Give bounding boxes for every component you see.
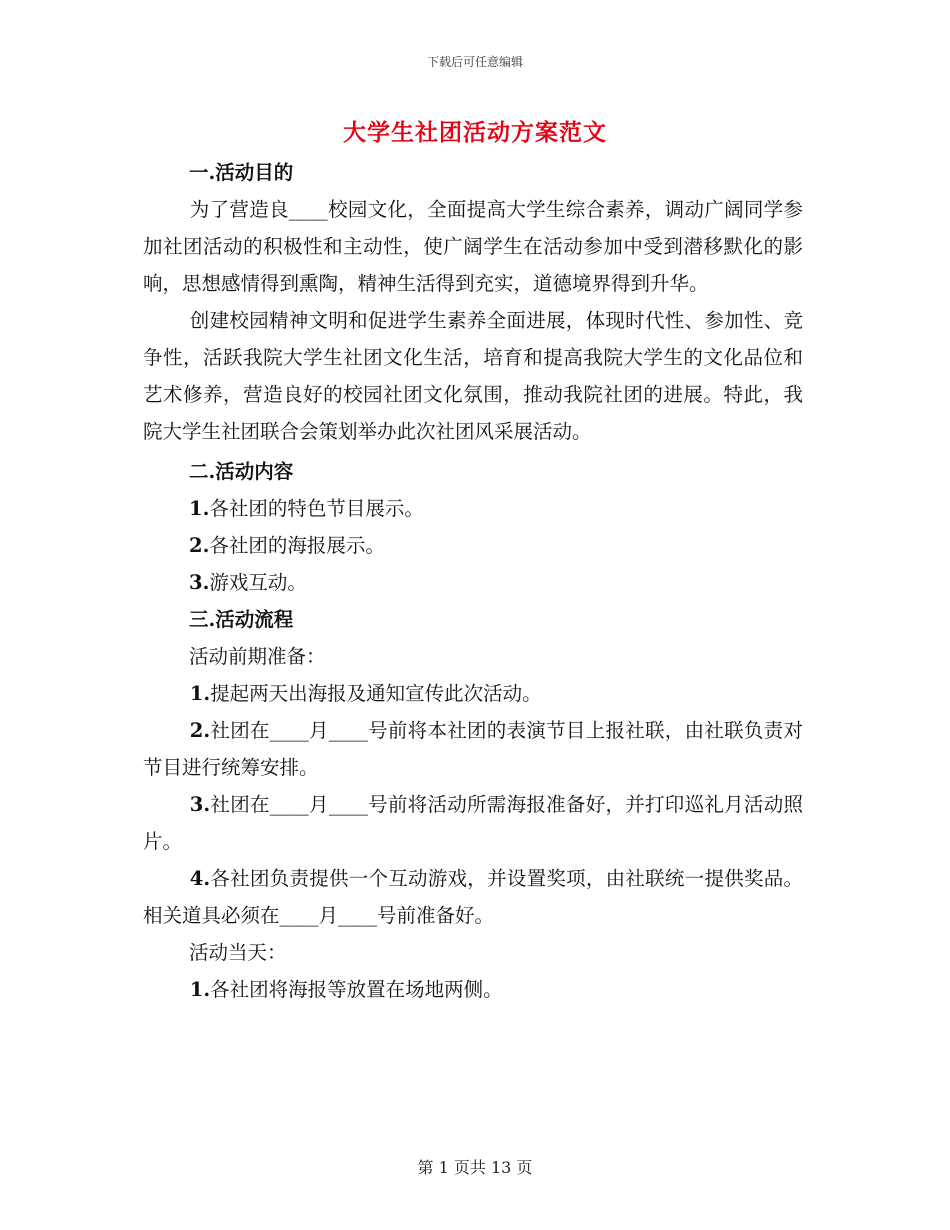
list-item-text: 提起两天出海报及通知宣传此次活动。: [210, 682, 542, 705]
list-item: [143, 675, 803, 712]
list-item: [143, 786, 803, 860]
list-item-number: 4.: [189, 867, 211, 890]
document-body: [143, 154, 803, 1008]
list-item-number: 2.: [189, 534, 210, 557]
list-item: [143, 712, 803, 786]
list-item: [143, 490, 803, 527]
list-item-number: 1.: [189, 497, 210, 520]
list-item-number: 1.: [189, 978, 211, 1001]
list-item-number: 2.: [189, 719, 211, 742]
list-item-number: 3.: [189, 793, 211, 816]
section-heading: 二.活动内容: [189, 460, 294, 483]
section-heading: 一.活动目的: [189, 161, 294, 184]
list-item-text: 各社团负责提供一个互动游戏，并设置奖项，由社联统一提供奖品。相关道具必须在____月____号前准备好。: [143, 867, 803, 927]
document-title: 大学生社团活动方案范文: [343, 119, 607, 146]
list-item: [143, 527, 803, 564]
page-indicator: 第 1 页共 13 页: [417, 1158, 533, 1177]
list-item-number: 1.: [189, 682, 211, 705]
paragraph: 创建校园精神文明和促进学生素养全面进展，体现时代性、参加性、竞争性，活跃我院大学生社团文化生活，培育和提高我院大学生的文化品位和艺术修养，营造良好的校园社团文化氛围，推动我院社团的进展。特此，我院大学生社团联合会策划举办此次社团风采展活动。: [143, 309, 803, 443]
list-item: [143, 564, 803, 601]
list-item-text: 游戏互动。: [209, 571, 307, 594]
list-item: [143, 971, 803, 1008]
list-item-number: 3.: [189, 571, 210, 594]
list-item-text: 社团在____月____号前将本社团的表演节目上报社联，由社联负责对节目进行统筹安排。: [143, 719, 803, 779]
paragraph: 为了营造良____校园文化，全面提高大学生综合素养，调动广阔同学参加社团活动的积极性和主动性，使广阔学生在活动参加中受到潜移默化的影响，思想感情得到熏陶，精神生活得到充实，道德境界得到升华。: [143, 198, 803, 295]
list-item-text: 各社团将海报等放置在场地两侧。: [210, 978, 503, 1001]
list-item-text: 各社团的海报展示。: [209, 534, 385, 557]
list-item-text: 社团在____月____号前将活动所需海报准备好，并打印巡礼月活动照片。: [143, 793, 803, 853]
section-heading: 三.活动流程: [189, 608, 294, 631]
header-note: 下载后可任意编辑: [426, 55, 523, 69]
list-item-text: 各社团的特色节目展示。: [209, 497, 424, 520]
subsection-label: 活动当天：: [189, 941, 287, 964]
list-item: [143, 860, 803, 934]
subsection-label: 活动前期准备：: [189, 645, 326, 668]
